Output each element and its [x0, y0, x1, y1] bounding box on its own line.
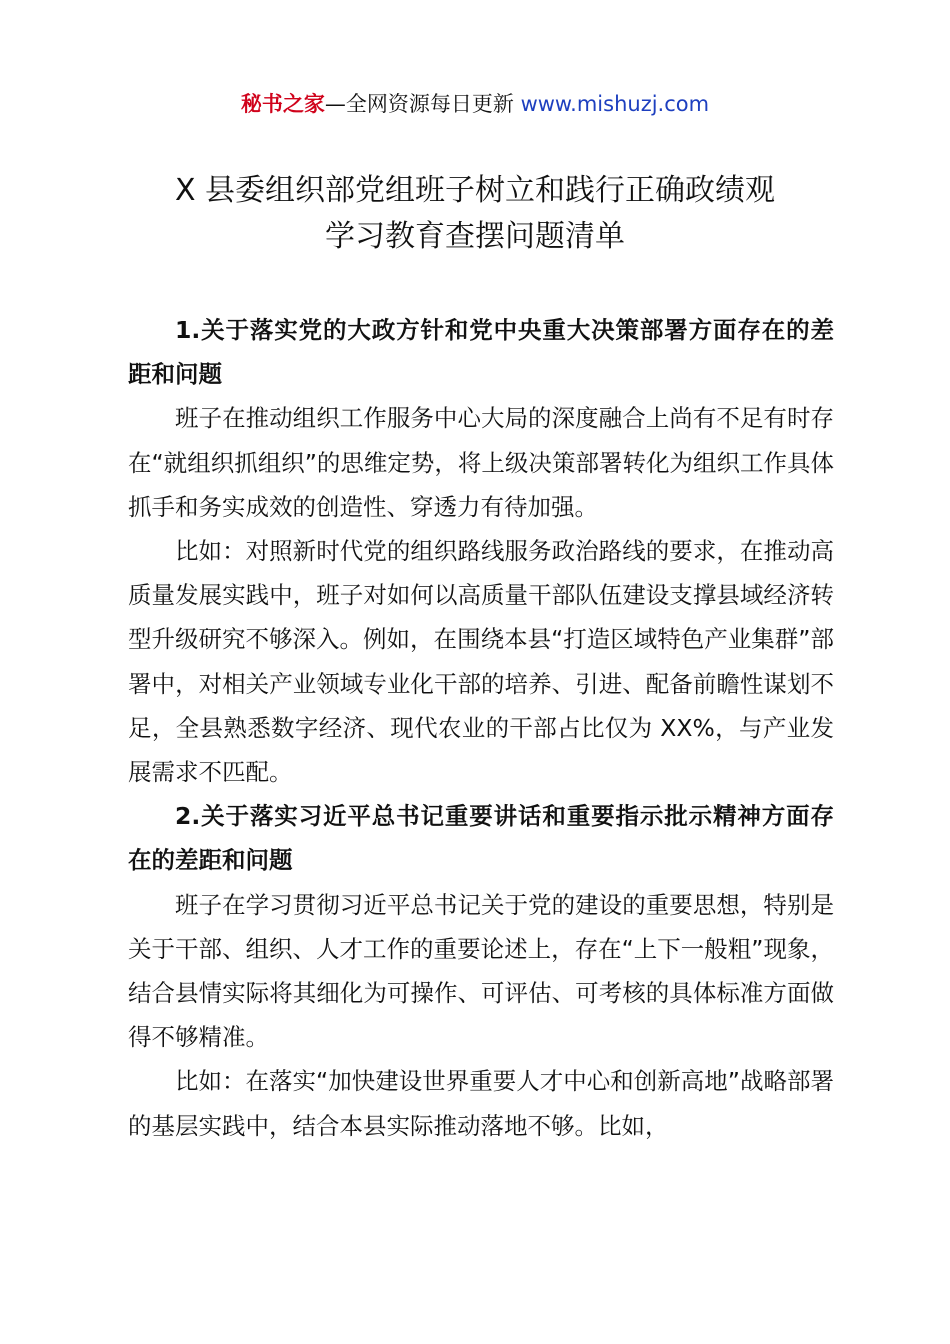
document-title-line-1: X 县委组织部党组班子树立和践行正确政绩观	[174, 173, 776, 208]
site-header	[0, 86, 950, 122]
document-body	[128, 308, 834, 1148]
body-paragraph: 比如：对照新时代党的组织路线服务政治路线的要求，在推动高质量发展实践中，班子对如何以高质量干部队伍建设支撑县域经济转型升级研究不够深入。例如，在围绕本县“打造区域特色产业集群”部署中，对相关产业领域专业化干部的培养、引进、配备前瞻性谋划不足，全县熟悉数字经济、现代农业的干部占比仅为 XX%，与产业发展需求不匹配。	[128, 537, 834, 787]
body-paragraph: 比如：在落实“加快建设世界重要人才中心和创新高地”战略部署的基层实践中，结合本县实际推动落地不够。比如，	[128, 1067, 834, 1140]
site-brand: 秘书之家	[240, 92, 325, 116]
body-paragraph: 班子在学习贯彻习近平总书记关于党的建设的重要思想，特别是关于干部、组织、人才工作的重要论述上，存在“上下一般粗”现象，结合县情实际将其细化为可操作、可评估、可考核的具体标准方面做得不够精准。	[128, 890, 834, 1052]
site-url[interactable]: www.mishuzj.com	[520, 92, 710, 116]
section-heading-1: 1.关于落实党的大政方针和党中央重大决策部署方面存在的差距和问题	[128, 316, 834, 389]
document-title-line-2: 学习教育查摆问题清单	[325, 219, 625, 254]
site-tagline: —全网资源每日更新	[324, 92, 521, 116]
section-heading-2: 2.关于落实习近平总书记重要讲话和重要指示批示精神方面存在的差距和问题	[128, 802, 834, 875]
document-title	[100, 168, 850, 260]
body-paragraph: 班子在推动组织工作服务中心大局的深度融合上尚有不足有时存在“就组织抓组织”的思维定势，将上级决策部署转化为组织工作具体抓手和务实成效的创造性、穿透力有待加强。	[128, 404, 834, 521]
